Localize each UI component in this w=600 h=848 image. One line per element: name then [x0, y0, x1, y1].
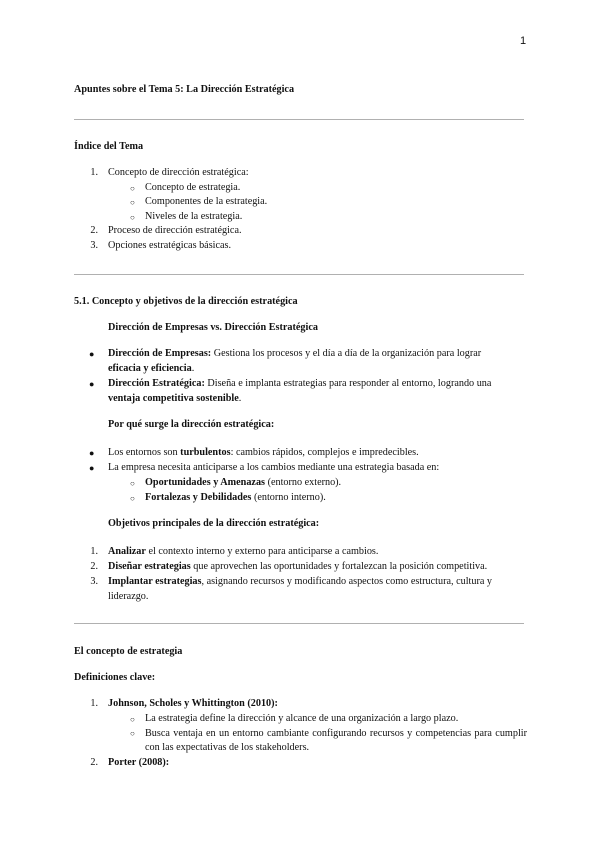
- index-item: Concepto de dirección estratégica:: [108, 167, 249, 178]
- subsection-heading: Por qué surge la dirección estratégica:: [108, 419, 275, 430]
- bullet-text: La empresa necesita anticiparse a los cambios mediante una estrategia basada en:: [108, 462, 440, 473]
- section-heading: 5.1. Concepto y objetivos de la dirección estratégica: [74, 296, 298, 307]
- bullet-icon: ●: [89, 463, 95, 473]
- list-number: 3.: [90, 576, 98, 587]
- list-number: 1.: [90, 167, 98, 178]
- index-subitem: Concepto de estrategia.: [145, 182, 241, 193]
- definition-point: La estrategia define la dirección y alcance de una organización a largo plazo.: [145, 713, 459, 724]
- index-item: Opciones estratégicas básicas.: [108, 240, 232, 251]
- divider: [74, 119, 524, 120]
- index-heading: Índice del Tema: [74, 141, 144, 152]
- divider: [74, 623, 524, 624]
- index-subitem: Componentes de la estrategia.: [145, 196, 268, 207]
- list-number: 2.: [90, 561, 98, 572]
- bullet-text: Dirección Estratégica: Diseña e implanta estrategias para responder al entorno, logrando una: [108, 378, 492, 389]
- bullet-text-cont: eficacia y eficiencia.: [108, 363, 195, 374]
- subsection-heading: Objetivos principales de la dirección estratégica:: [108, 518, 320, 529]
- objective-text: Implantar estrategias, asignando recursos y modificando aspectos como estructura, cultura y liderazgo.: [108, 576, 493, 602]
- definition-point: Busca ventaja en un entorno cambiante configurando recursos y competencias para cumplir con las expectativas de los stakeholders.: [145, 728, 527, 753]
- subbullet-text: Fortalezas y Debilidades (entorno interno).: [145, 492, 326, 503]
- objective-text: Diseñar estrategias que aprovechen las oportunidades y fortalezcan la posición competitiva.: [108, 561, 488, 572]
- list-number: 1.: [90, 698, 98, 709]
- circle-bullet-icon: ○: [130, 715, 135, 724]
- divider: [74, 274, 524, 275]
- bullet-icon: ●: [89, 349, 95, 359]
- index-item: Proceso de dirección estratégica.: [108, 225, 242, 236]
- list-number: 1.: [90, 546, 98, 557]
- definition-author: Porter (2008):: [108, 757, 170, 768]
- circle-bullet-icon: ○: [130, 184, 135, 193]
- bullet-icon: ●: [89, 448, 95, 458]
- bullet-icon: ●: [89, 379, 95, 389]
- document-title: Apuntes sobre el Tema 5: La Dirección Estratégica: [74, 84, 295, 95]
- objective-text: Analizar el contexto interno y externo para anticiparse a cambios.: [108, 546, 379, 557]
- circle-bullet-icon: ○: [130, 729, 135, 738]
- circle-bullet-icon: ○: [130, 479, 135, 488]
- bullet-text: Dirección de Empresas: Gestiona los procesos y el día a día de la organización para lograr: [108, 348, 482, 359]
- list-number: 2.: [90, 757, 98, 768]
- subbullet-text: Oportunidades y Amenazas (entorno externo).: [145, 477, 342, 488]
- page-number: 1: [520, 35, 527, 47]
- circle-bullet-icon: ○: [130, 494, 135, 503]
- circle-bullet-icon: ○: [130, 198, 135, 207]
- bullet-text-cont: ventaja competitiva sostenible.: [108, 393, 242, 404]
- section-heading: El concepto de estrategia: [74, 646, 183, 657]
- definitions-heading: Definiciones clave:: [74, 672, 156, 683]
- list-number: 3.: [90, 240, 98, 251]
- subsection-heading: Dirección de Empresas vs. Dirección Estratégica: [108, 322, 318, 333]
- definition-author: Johnson, Scholes y Whittington (2010):: [108, 698, 278, 709]
- list-number: 2.: [90, 225, 98, 236]
- circle-bullet-icon: ○: [130, 213, 135, 222]
- bullet-text: Los entornos son turbulentos: cambios rápidos, complejos e impredecibles.: [108, 447, 419, 458]
- index-subitem: Niveles de la estrategia.: [145, 211, 243, 222]
